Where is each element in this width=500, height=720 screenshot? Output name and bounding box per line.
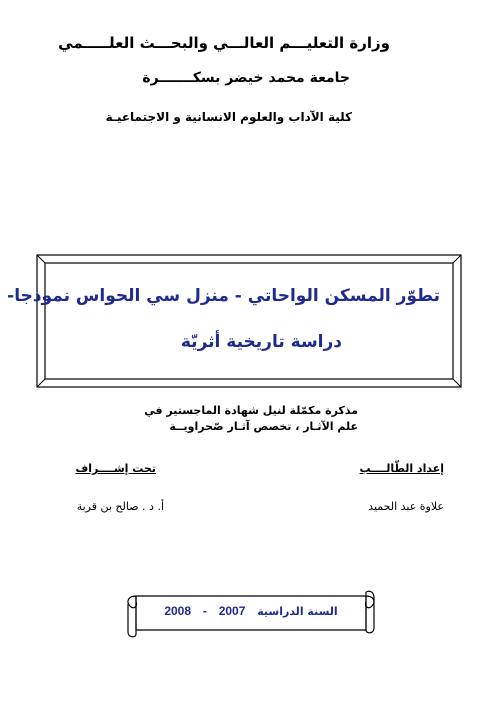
title-frame xyxy=(36,254,462,388)
memo-description-line-1: مذكرة مكمّلة لنيل شهادة الماجستير في xyxy=(144,404,358,417)
supervision-label: تحت إشــــراف xyxy=(75,462,156,475)
university-name: جامعة محمد خيضر بسكـــــــرة xyxy=(142,70,350,86)
thesis-title: تطوّر المسكن الواحاتي - منزل سي الحواس نموذجا- xyxy=(7,286,440,306)
ministry-name: وزارة التعليـــم العالـــي والبحـــث العلـــــمي xyxy=(58,34,390,52)
academic-year-label: السنة الدراسية xyxy=(257,605,338,618)
thesis-subtitle: دراسة تاريخية أثريّة xyxy=(180,332,342,352)
academic-year xyxy=(124,604,378,618)
title-frame-border xyxy=(36,254,462,388)
student-name: علاوة عبد الحميد xyxy=(368,500,444,513)
academic-year-separator: - xyxy=(202,604,207,618)
memo-description-line-2: علم الآثـار ، تخصص آثـار صّحراويــة xyxy=(169,420,358,433)
faculty-name: كلية الآداب والعلوم الانسانية و الاجتماعيـة xyxy=(105,110,352,124)
prepared-by-label: إعداد الطّالــــب xyxy=(359,462,444,475)
supervisor-name: أ. د . صالح بن قربة xyxy=(76,500,164,513)
academic-year-start: 2007 xyxy=(218,604,246,618)
academic-year-end: 2008 xyxy=(164,604,192,618)
